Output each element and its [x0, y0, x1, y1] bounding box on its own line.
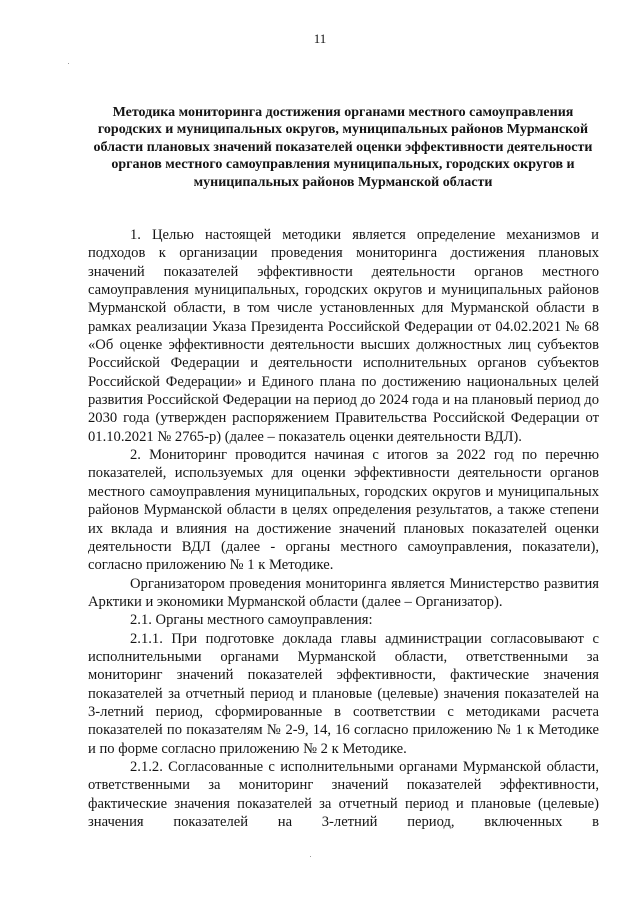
paragraph-2-1-1: 2.1.1. При подготовке доклада главы администрации согласовывают с исполнительными органами Мурманской области, ответственными за мониторинг значений показателей эффективности, фактические значения показателей за отчетный период и плановые (целевые) значения показателей на 3-летний период, сформированные в соответствии с методиками расчета показателей по показателям № 2-9, 14, 16 согласно приложению № 1 к Методике и по форме согласно приложению № 2 к Методике. — [88, 630, 599, 757]
paragraph-2-1-2: 2.1.2. Согласованные с исполнительными органами Мурманской области, ответственными за мониторинг значений показателей эффективности, фактические значения показателей за отчетный период и плановые (целевые) значения показателей на 3-летний период, включенных в — [88, 758, 599, 830]
document-title: Методика мониторинга достижения органами местного самоуправления городских и муниципальных округов, муниципальных районов Мурманской области плановых значений показателей оценки эффективности деятельности органов местного самоуправления муниципальных, городских округов и муниципальных районов Мурманской области — [93, 105, 593, 190]
document-body — [88, 226, 599, 831]
scan-speck — [310, 856, 311, 857]
scan-speck — [68, 63, 69, 64]
paragraph-purpose: 1. Целью настоящей методики является определение механизмов и подходов к организации проведения мониторинга достижения плановых значений показателей эффективности деятельности органов местного самоуправления муниципальных, городских округов и муниципальных районов Мурманской области, в том числе установленных для Мурманской области в рамках реализации Указа Президента Российской Федерации от 04.02.2021 № 68 «Об оценке эффективности деятельности высших должностных лиц субъектов Российской Федерации и деятельности исполнительных органов субъектов Российской Федерации» и Единого плана по достижению национальных целей развития Российской Федерации на период до 2024 года и на плановый период до 2030 года (утвержден распоряжением Правительства Российской Федерации от 01.10.2021 № 2765-р) (далее – показатель оценки деятельности ВДЛ). — [88, 227, 599, 445]
paragraph-local-authorities: 2.1. Органы местного самоуправления: — [130, 612, 373, 629]
page-number: 11 — [313, 31, 327, 46]
paragraph-monitoring: 2. Мониторинг проводится начиная с итогов за 2022 год по перечню показателей, используемых для оценки эффективности деятельности органов местного самоуправления муниципальных, городских округов и муниципальных районов Мурманской области в целях определения результатов, а также степени их вклада и влияния на достижение значений плановых показателей оценки деятельности ВДЛ (далее - органы местного самоуправления, показатели), согласно приложению № 1 к Методике. — [88, 447, 599, 574]
paragraph-organizer: Организатором проведения мониторинга является Министерство развития Арктики и экономики Мурманской области (далее – Организатор). — [88, 575, 599, 610]
